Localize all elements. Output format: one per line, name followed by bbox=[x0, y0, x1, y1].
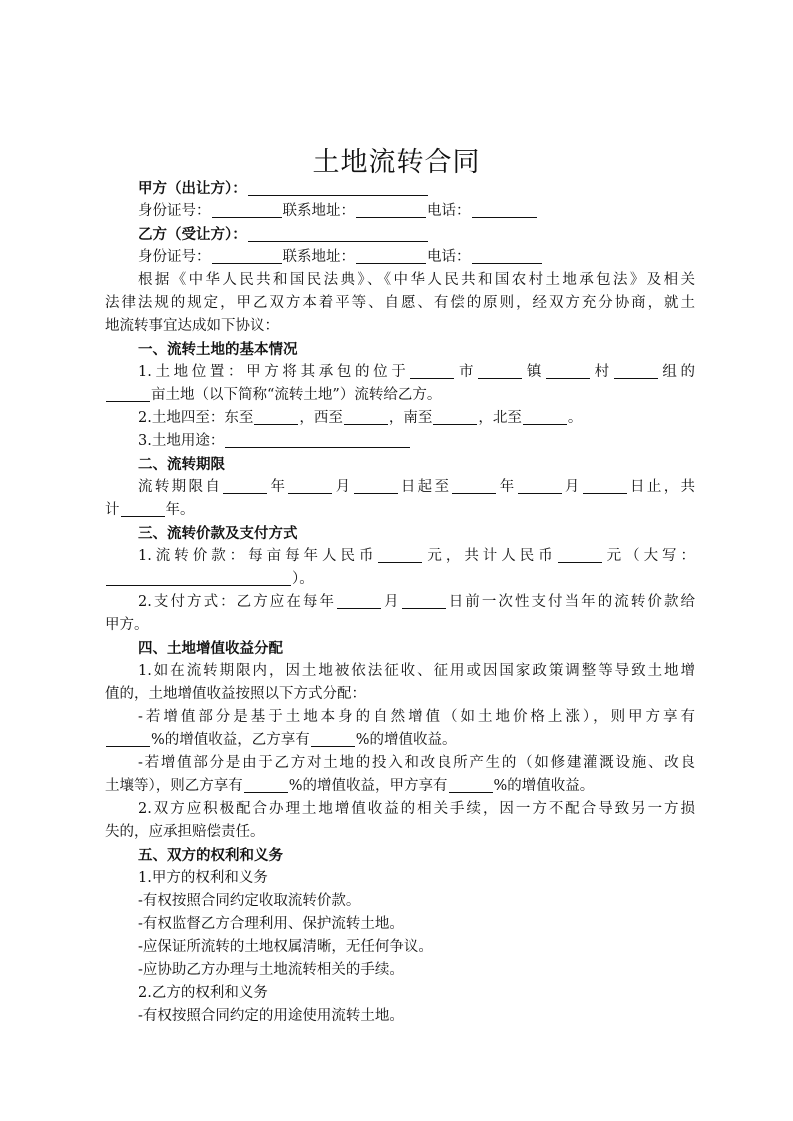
subsection-heading: 2.乙方的权利和义务 bbox=[138, 985, 268, 1001]
closing-paren: ）。 bbox=[292, 571, 314, 587]
party-a-id-label: 身份证号： bbox=[138, 203, 211, 219]
party-a-line bbox=[138, 177, 695, 201]
list-item: -有权按照合同约定的用途使用流转土地。 bbox=[138, 1008, 404, 1024]
village-blank[interactable] bbox=[546, 363, 590, 379]
payment-line-end: 甲方。 bbox=[105, 617, 149, 633]
list-item: -有权监督乙方合理利用、保护流转土地。 bbox=[138, 916, 404, 932]
month-label: 月 bbox=[333, 479, 353, 495]
paragraph-line: 值的，土地增值收益按照以下方式分配： bbox=[105, 686, 366, 702]
list-item: -应协助乙方办理与土地流转相关的手续。 bbox=[138, 962, 404, 978]
land-bounds-line bbox=[138, 407, 695, 431]
intro-line: 根据《中华人民共和国民法典》、《中华人民共和国农村土地承包法》及相关 bbox=[138, 272, 695, 288]
years-label: 年。 bbox=[165, 502, 195, 518]
uppercase-label: 元（大写： bbox=[602, 548, 696, 564]
share-text: 土壤等），则乙方享有 bbox=[105, 778, 243, 794]
area-blank[interactable] bbox=[106, 386, 150, 402]
north-blank[interactable] bbox=[523, 409, 567, 425]
party-a-phone-blank[interactable] bbox=[472, 202, 537, 218]
party-b-share-blank[interactable] bbox=[311, 731, 355, 747]
party-a-share-blank[interactable] bbox=[449, 777, 493, 793]
party-b-line bbox=[138, 223, 695, 247]
party-b-label: 乙方（受让方）： bbox=[138, 226, 247, 243]
west-label: ，西至 bbox=[299, 410, 343, 426]
party-b-share-blank[interactable] bbox=[244, 777, 288, 793]
party-b-name-blank[interactable] bbox=[248, 226, 428, 242]
payment-day-blank[interactable] bbox=[402, 593, 446, 609]
total-price-blank[interactable] bbox=[558, 547, 602, 563]
price-uppercase-line bbox=[105, 568, 695, 592]
party-a-name-blank[interactable] bbox=[248, 180, 428, 196]
month-label: 月 bbox=[382, 594, 401, 610]
price-line bbox=[138, 545, 695, 569]
east-blank[interactable] bbox=[254, 409, 298, 425]
land-area-text: 亩土地（以下简称“流转土地”）流转给乙方。 bbox=[151, 387, 442, 403]
uppercase-amount-blank[interactable] bbox=[106, 570, 291, 586]
party-a-share-blank[interactable] bbox=[106, 731, 150, 747]
term-total-line bbox=[105, 499, 695, 523]
land-use-label: 3.土地用途： bbox=[138, 433, 225, 449]
party-b-addr-blank[interactable] bbox=[356, 248, 426, 264]
south-label: ，南至 bbox=[388, 410, 433, 426]
land-use-blank[interactable] bbox=[225, 432, 410, 448]
north-label: ，北至 bbox=[478, 410, 522, 426]
land-area-line bbox=[105, 384, 695, 408]
intro-line: 地流转事宜达成如下协议： bbox=[105, 318, 279, 334]
land-use-line bbox=[138, 430, 695, 454]
party-a-addr-blank[interactable] bbox=[356, 202, 426, 218]
section-heading: 四、土地增值收益分配 bbox=[138, 640, 283, 657]
land-location-text: 1.土地位置：甲方将其承包的位于 bbox=[138, 364, 410, 380]
natural-increase-line: -若增值部分是基于土地本身的自然增值（如土地价格上涨），则甲方享有 bbox=[138, 709, 695, 725]
section-heading: 三、流转价款及支付方式 bbox=[138, 525, 298, 542]
party-b-id-label: 身份证号： bbox=[138, 249, 211, 265]
party-b-phone-blank[interactable] bbox=[472, 248, 542, 264]
month-label: 月 bbox=[562, 479, 582, 495]
group-blank[interactable] bbox=[614, 363, 658, 379]
day-from-label: 日起至 bbox=[398, 479, 452, 495]
start-day-blank[interactable] bbox=[354, 478, 398, 494]
end-day-blank[interactable] bbox=[583, 478, 627, 494]
paragraph-line: 1.如在流转期限内，因土地被依法征收、征用或因国家政策调整等导致土地增 bbox=[138, 663, 695, 679]
town-label: 镇 bbox=[523, 364, 545, 380]
group-label: 组的 bbox=[658, 364, 696, 380]
payment-line bbox=[138, 591, 695, 615]
list-item: -有权按照合同约定收取流转价款。 bbox=[138, 893, 361, 909]
town-blank[interactable] bbox=[478, 363, 522, 379]
improvement-line: -若增值部分是由于乙方对土地的投入和改良所产生的（如修建灌溉设施、改良 bbox=[138, 755, 695, 771]
end-month-blank[interactable] bbox=[518, 478, 562, 494]
party-a-label: 甲方（出让方）： bbox=[138, 180, 247, 197]
section-heading: 二、流转期限 bbox=[138, 456, 225, 473]
period: 。 bbox=[567, 410, 583, 426]
payment-month-blank[interactable] bbox=[337, 593, 381, 609]
party-a-info-line bbox=[138, 200, 695, 224]
party-b-id-blank[interactable] bbox=[212, 248, 282, 264]
year-label: 年 bbox=[497, 479, 517, 495]
share-text: %的增值收益，乙方享有 bbox=[151, 732, 310, 748]
land-location-line bbox=[138, 361, 695, 385]
share-text: %的增值收益。 bbox=[493, 778, 595, 794]
east-label: 2.土地四至：东至 bbox=[138, 410, 254, 426]
paragraph-line: 失的，应承担赔偿责任。 bbox=[105, 824, 265, 840]
intro-line: 法律法规的规定，甲乙双方本着平等、自愿、有偿的原则，经双方充分协商，就土 bbox=[105, 295, 695, 311]
payment-text: 日前一次性支付当年的流转价款给 bbox=[446, 594, 696, 610]
city-label: 市 bbox=[455, 364, 478, 380]
share-text: %的增值收益，甲方享有 bbox=[288, 778, 448, 794]
party-b-info-line bbox=[138, 246, 695, 270]
section-heading: 五、双方的权利和义务 bbox=[138, 847, 283, 864]
city-blank[interactable] bbox=[410, 363, 454, 379]
party-b-addr-label: 联系地址： bbox=[282, 249, 355, 265]
natural-increase-line-2 bbox=[105, 729, 695, 753]
start-year-blank[interactable] bbox=[223, 478, 267, 494]
paragraph-line: 2.双方应积极配合办理土地增值收益的相关手续，因一方不配合导致另一方损 bbox=[138, 801, 695, 817]
party-a-id-blank[interactable] bbox=[212, 202, 282, 218]
share-text: %的增值收益。 bbox=[355, 732, 457, 748]
day-to-label: 日止，共 bbox=[627, 479, 696, 495]
price-label: 1.流转价款：每亩每年人民币 bbox=[138, 548, 378, 564]
improvement-line-2 bbox=[105, 775, 695, 799]
subsection-heading: 1.甲方的权利和义务 bbox=[138, 870, 268, 886]
total-price-label: 元，共计人民币 bbox=[423, 548, 557, 564]
year-label: 年 bbox=[268, 479, 288, 495]
page-title: 土地流转合同 bbox=[312, 147, 481, 178]
payment-label: 2.支付方式：乙方应在每年 bbox=[138, 594, 337, 610]
term-from-label: 流转期限自 bbox=[138, 479, 223, 495]
end-year-blank[interactable] bbox=[452, 478, 496, 494]
term-line bbox=[138, 476, 695, 500]
start-month-blank[interactable] bbox=[288, 478, 332, 494]
village-label: 村 bbox=[590, 364, 613, 380]
south-blank[interactable] bbox=[433, 409, 477, 425]
party-a-phone-label: 电话： bbox=[427, 203, 471, 219]
price-per-mu-blank[interactable] bbox=[378, 547, 422, 563]
party-a-addr-label: 联系地址： bbox=[282, 203, 355, 219]
total-label: 计 bbox=[105, 502, 120, 518]
party-b-phone-label: 电话： bbox=[427, 249, 471, 265]
section-heading: 一、流转土地的基本情况 bbox=[138, 341, 298, 358]
west-blank[interactable] bbox=[344, 409, 388, 425]
list-item: -应保证所流转的土地权属清晰，无任何争议。 bbox=[138, 939, 433, 955]
total-years-blank[interactable] bbox=[121, 501, 165, 517]
